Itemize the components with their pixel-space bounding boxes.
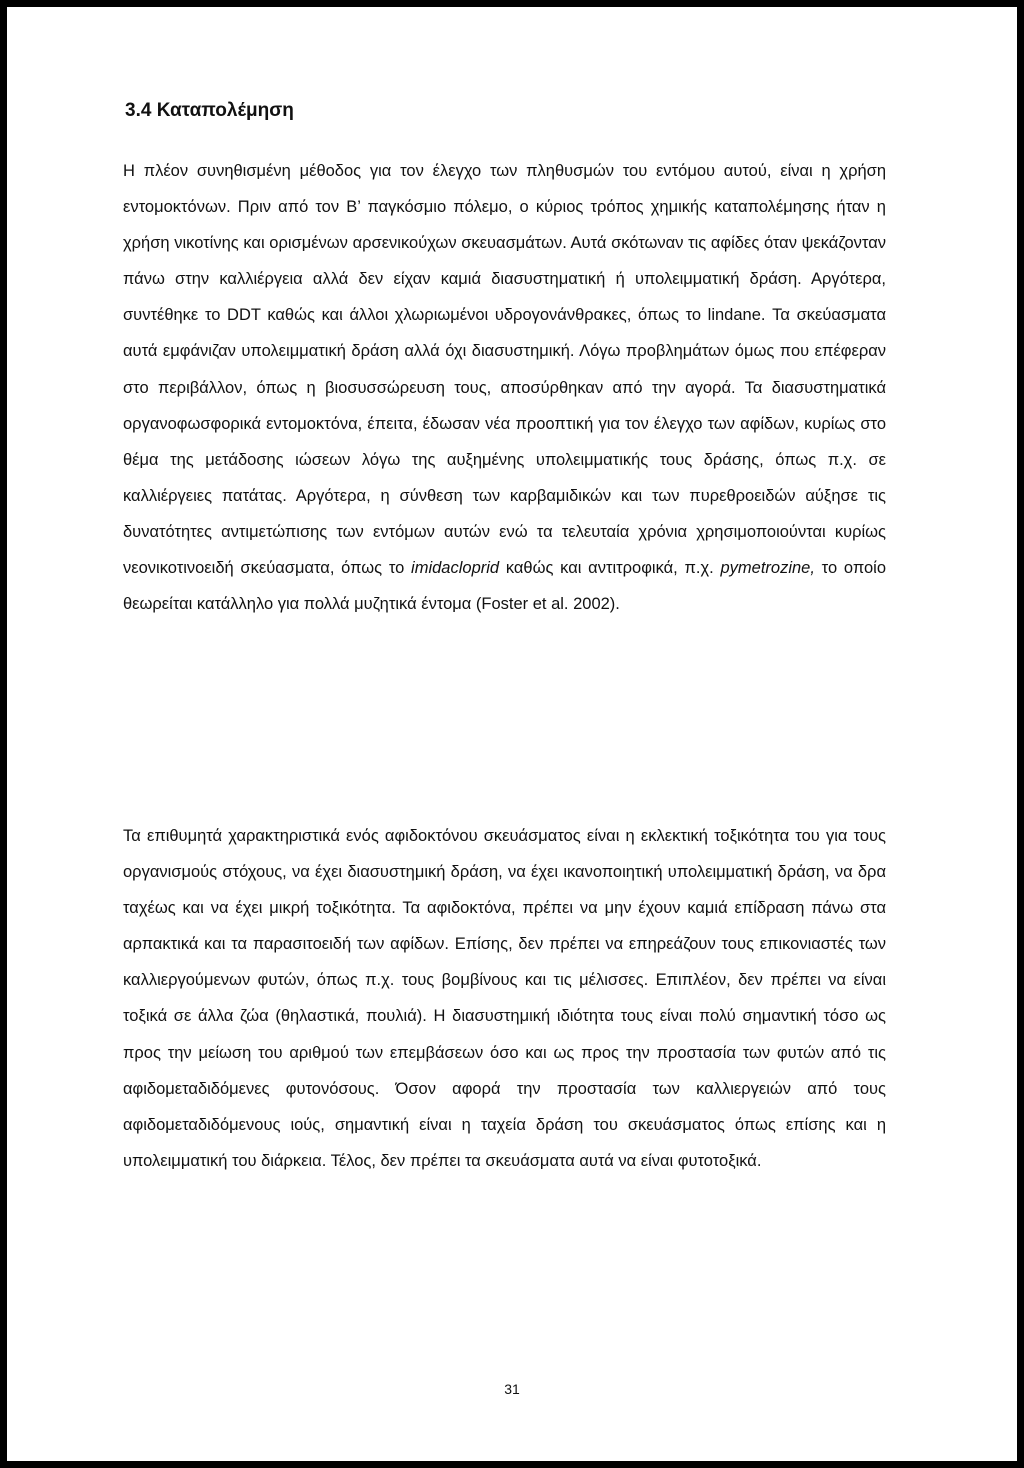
document-page — [7, 7, 1017, 1461]
italic-term-imidacloprid: imidacloprid — [411, 559, 500, 578]
page-number: 31 — [504, 1381, 520, 1397]
paragraph-text: Η πλέον συνηθισμένη μέθοδος για τον έλεγχο των πληθυσμών του εντόμου αυτού, είναι η χρήση εντομοκτόνων. Πριν από τον Β’ παγκόσμιο πόλεμο, ο κύριος τρόπος χημικής καταπολέμησης ήταν η χρήση νικοτίνης και ορισμένων αρσενικούχων σκευασμάτων. Αυτά σκότωναν τις αφίδες όταν ψεκάζονταν πάνω στην καλλιέργεια αλλά δεν είχαν καμιά διασυστηματική ή υπολειμματική δράση. Αργότερα, συντέθηκε το DDT καθώς και άλλοι χλωριωμένοι υδρογονάνθρακες, όπως το lindane. Τα σκεύασματα αυτά εμφάνιζαν υπολειμματική δράση αλλά όχι διασυστημική. Λόγω προβλημάτων όμως που επέφεραν στο περιβάλλον, όπως η βιοσυσσώρευση τους, αποσύρθηκαν από την αγορά. Τα διασυστηματικά οργανοφωσφορικά εντομοκτόνα, έπειτα, έδωσαν νέα προοπτική για τον έλεγχο των αφίδων, κυρίως στο θέμα της μετάδοσης ιώσεων λόγω της αυξημένης υπολειμματικής τους δράσης, όπως π.χ. σε καλλιέργειες πατάτας. Αργότερα, η σύνθεση των καρβαμιδικών και των πυρεθροειδών αύξησε τις δυνατότητες αντιμετώπισης των εντόμων αυτών ενώ τα τελευταία χρόνια χρησιμοποιούνται κυρίως νεονικοτινοειδή σκεύασματα, όπως το — [123, 162, 886, 578]
paragraph-desired-characteristics: Τα επιθυμητά χαρακτηριστικά ενός αφιδοκτόνου σκευάσματος είναι η εκλεκτική τοξικότητα του για τους οργανισμούς στόχους, να έχει διασυστημική δράση, να έχει ικανοποιητική υπολειμματική δράση, να δρα ταχέως και να έχει μικρή τοξικότητα. Τα αφιδοκτόνα, πρέπει να μην έχουν καμιά επίδραση πάνω στα αρπακτικά και τα παρασιτοειδή των αφίδων. Επίσης, δεν πρέπει να επηρεάζουν τους επικονιαστές των καλλιεργούμενων φυτών, όπως π.χ. τους βομβίνους και τις μέλισσες. Επιπλέον, δεν πρέπει να είναι τοξικά σε άλλα ζώα (θηλαστικά, πουλιά). Η διασυστημική ιδιότητα τους είναι πολύ σημαντική τόσο ως προς την μείωση του αριθμού των επεμβάσεων όσο και ως προς την προστασία των φυτών από τις αφιδομεταδιδόμενες φυτονόσους. Όσον αφορά την προστασία των καλλιεργειών από τους αφιδομεταδιδόμενους ιούς, σημαντική είναι η ταχεία δράση του σκευάσματος όπως επίσης και η υπολειμματική του διάρκεια. Τέλος, δεν πρέπει τα σκευάσματα αυτά να είναι φυτοτοξικά. — [123, 827, 886, 1170]
italic-term-pymetrozine: pymetrozine, — [720, 559, 815, 578]
paragraph-text: καθώς και αντιτροφικά, π.χ. — [499, 559, 721, 578]
paragraph-control-methods — [123, 153, 886, 622]
section-heading: 3.4 Καταπολέμηση — [125, 100, 294, 121]
paragraph-text: το οποίο θεωρείται κατάλληλο για πολλά μυζητικά έντομα (Foster et al. 2002). — [123, 559, 886, 614]
